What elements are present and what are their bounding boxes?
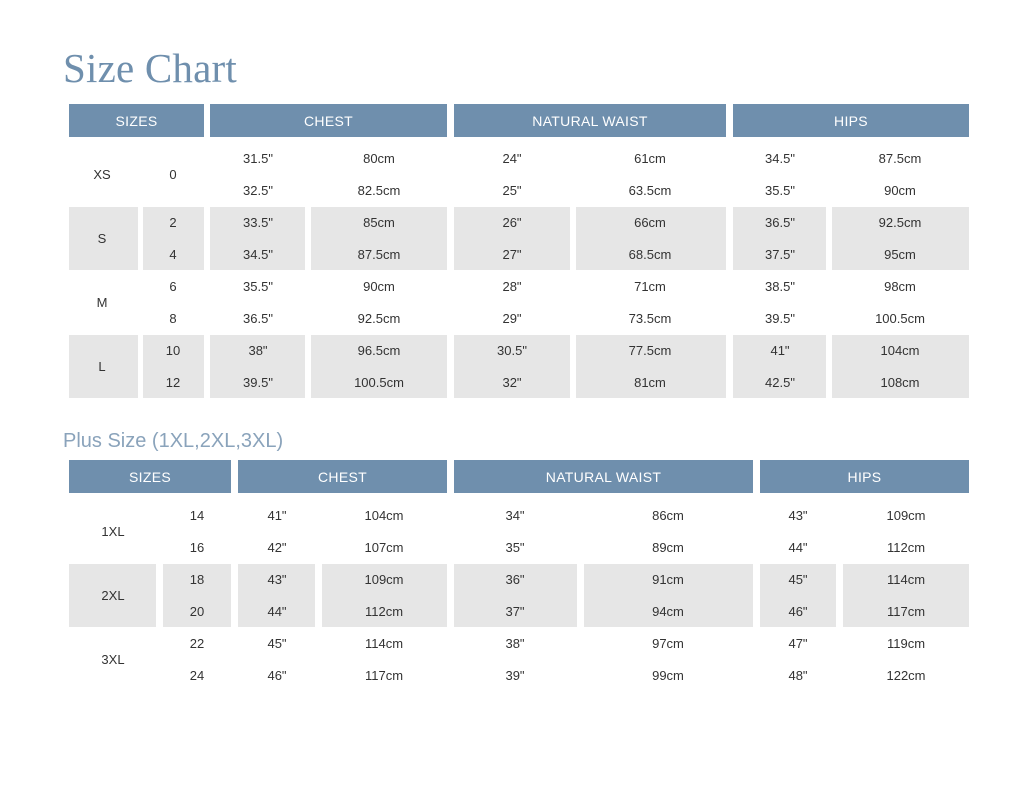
chest-inches-cell: 41"	[267, 508, 287, 523]
hips-cm-cell: 100.5cm	[875, 310, 925, 326]
sizes-header: SIZES	[69, 104, 204, 137]
waist-inches-cell: 39"	[505, 667, 525, 683]
waist-cm-cell: 99cm	[652, 667, 684, 683]
waist-inches-cell: 24"	[502, 151, 522, 166]
chest-cm-cell: 100.5cm	[354, 374, 404, 390]
hips-inches-cell: 46"	[788, 603, 808, 619]
numeric-size-cell: 18	[189, 572, 205, 587]
hips-inches-cell: 35.5"	[765, 182, 795, 198]
size-label: XS	[93, 167, 111, 182]
waist-cm-cell: 73.5cm	[628, 310, 672, 326]
hips-inches-cell: 47"	[788, 636, 808, 651]
waist-cm-cell: 71cm	[634, 279, 666, 294]
hips-inches-cell: 37.5"	[765, 246, 795, 262]
chest-cm-cell: 107cm	[364, 539, 404, 555]
hips-cm-cell: 119cm	[886, 636, 926, 651]
size-label: L	[98, 359, 106, 374]
chest-inches-cell: 42"	[267, 539, 287, 555]
hips-cm-cell: 108cm	[880, 374, 920, 390]
chest-cm-cell: 87.5cm	[357, 246, 401, 262]
hips-inches-cell: 45"	[788, 572, 808, 587]
chest-cm-cell: 90cm	[363, 279, 395, 294]
hips-cm-cell: 122cm	[886, 667, 926, 683]
chest-cm-cell: 104cm	[364, 508, 404, 523]
waist-cm-cell: 86cm	[652, 508, 684, 523]
chest-cm-cell: 112cm	[364, 603, 404, 619]
hips-inches-cell: 36.5"	[765, 215, 795, 230]
size-label: 3XL	[101, 652, 125, 667]
hips-inches-cell: 41"	[770, 343, 790, 358]
numeric-size-cell: 2	[169, 215, 177, 230]
hips-header: HIPS	[733, 104, 969, 137]
chest-header: CHEST	[210, 104, 447, 137]
hips-inches-cell: 44"	[788, 539, 808, 555]
hips-cm-cell: 117cm	[886, 603, 926, 619]
hips-cm-cell: 98cm	[884, 279, 916, 294]
chest-inches-cell: 44"	[267, 603, 287, 619]
waist-cm-cell: 94cm	[652, 603, 684, 619]
sizes-header: SIZES	[69, 460, 231, 493]
numeric-size-cell: 14	[189, 508, 205, 523]
chest-inches-cell: 32.5"	[243, 182, 273, 198]
chest-inches-cell: 43"	[267, 572, 287, 587]
numeric-size-cell: 20	[189, 603, 205, 619]
page-title: Size Chart	[63, 45, 237, 91]
size-label: 2XL	[101, 588, 125, 603]
hips-inches-cell: 39.5"	[765, 310, 795, 326]
size-label: M	[96, 295, 108, 310]
waist-cm-cell: 97cm	[652, 636, 684, 651]
waist-cm-cell: 77.5cm	[628, 343, 672, 358]
hips-inches-cell: 34.5"	[765, 151, 795, 166]
numeric-size-cell: 12	[165, 374, 181, 390]
hips-cm-cell: 90cm	[884, 182, 916, 198]
waist-inches-cell: 29"	[502, 310, 522, 326]
chest-inches-cell: 36.5"	[243, 310, 273, 326]
numeric-size-cell: 24	[189, 667, 205, 683]
natural-waist-header: NATURAL WAIST	[454, 104, 726, 137]
hips-cm-cell: 95cm	[884, 246, 916, 262]
chest-cm-cell: 114cm	[364, 636, 404, 651]
chest-header: CHEST	[238, 460, 447, 493]
waist-inches-cell: 32"	[502, 374, 522, 390]
waist-inches-cell: 25"	[502, 182, 522, 198]
chest-cm-cell: 96.5cm	[357, 343, 401, 358]
chest-cm-cell: 117cm	[364, 667, 404, 683]
hips-cm-cell: 92.5cm	[878, 215, 922, 230]
waist-inches-cell: 26"	[502, 215, 522, 230]
chest-cm-cell: 80cm	[363, 151, 395, 166]
chest-inches-cell: 35.5"	[243, 279, 273, 294]
hips-inches-cell: 43"	[788, 508, 808, 523]
numeric-size-cell: 8	[169, 310, 177, 326]
numeric-size-cell: 22	[189, 636, 205, 651]
waist-inches-cell: 27"	[502, 246, 522, 262]
chest-inches-cell: 38"	[248, 343, 268, 358]
natural-waist-header: NATURAL WAIST	[454, 460, 753, 493]
waist-inches-cell: 34"	[505, 508, 525, 523]
chest-inches-cell: 34.5"	[243, 246, 273, 262]
numeric-size-cell: 4	[169, 246, 177, 262]
numeric-size-cell: 10	[165, 343, 181, 358]
waist-cm-cell: 66cm	[634, 215, 666, 230]
waist-inches-cell: 30.5"	[497, 343, 527, 358]
waist-cm-cell: 61cm	[634, 151, 666, 166]
hips-cm-cell: 112cm	[886, 539, 926, 555]
chest-inches-cell: 39.5"	[243, 374, 273, 390]
hips-cm-cell: 87.5cm	[878, 151, 922, 166]
waist-inches-cell: 37"	[505, 603, 525, 619]
waist-inches-cell: 38"	[505, 636, 525, 651]
chest-cm-cell: 92.5cm	[357, 310, 401, 326]
hips-cm-cell: 109cm	[886, 508, 926, 523]
hips-inches-cell: 48"	[788, 667, 808, 683]
waist-inches-cell: 35"	[505, 539, 525, 555]
chest-cm-cell: 82.5cm	[357, 182, 401, 198]
hips-inches-cell: 42.5"	[765, 374, 795, 390]
hips-cm-cell: 104cm	[880, 343, 920, 358]
chest-cm-cell: 109cm	[364, 572, 404, 587]
waist-inches-cell: 28"	[502, 279, 522, 294]
hips-inches-cell: 38.5"	[765, 279, 795, 294]
numeric-size-cell: 6	[169, 279, 177, 294]
chest-inches-cell: 31.5"	[243, 151, 273, 166]
plus-size-subtitle: Plus Size (1XL,2XL,3XL)	[63, 430, 284, 452]
waist-inches-cell: 36"	[505, 572, 525, 587]
numeric-size-cell: 16	[189, 539, 205, 555]
chest-inches-cell: 46"	[267, 667, 287, 683]
chest-inches-cell: 45"	[267, 636, 287, 651]
chest-cm-cell: 85cm	[363, 215, 395, 230]
numeric-size-cell: 0	[169, 167, 177, 182]
hips-header: HIPS	[760, 460, 969, 493]
size-label: S	[97, 231, 107, 246]
hips-cm-cell: 114cm	[886, 572, 926, 587]
size-label: 1XL	[101, 524, 125, 539]
waist-cm-cell: 81cm	[634, 374, 666, 390]
chest-inches-cell: 33.5"	[243, 215, 273, 230]
waist-cm-cell: 89cm	[652, 539, 684, 555]
waist-cm-cell: 68.5cm	[628, 246, 672, 262]
waist-cm-cell: 91cm	[652, 572, 684, 587]
waist-cm-cell: 63.5cm	[628, 182, 672, 198]
